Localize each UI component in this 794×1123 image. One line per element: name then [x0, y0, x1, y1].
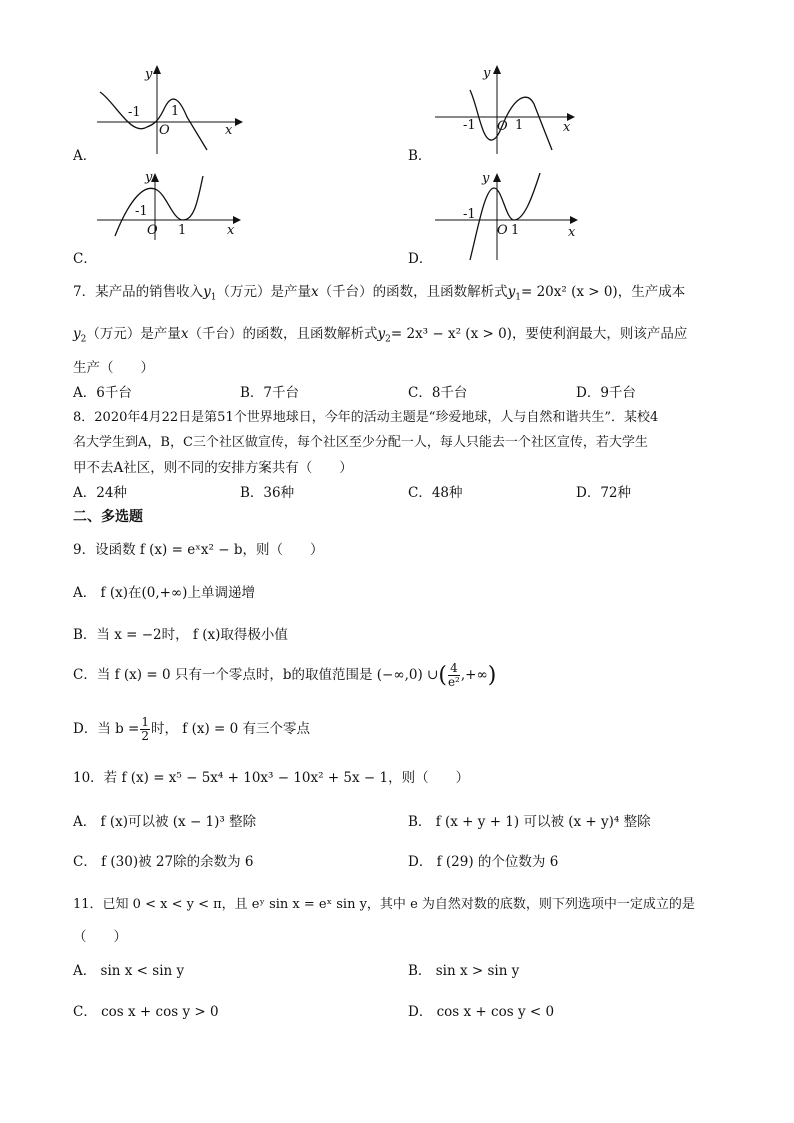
graph-b-origin: O — [497, 119, 508, 134]
q9-option-c: C．当 f (x) = 0 只有一个零点时，b的取值范围是 (−∞,0) ∪( $\frac{4}{\text{e²}}$ ,+∞) — [73, 661, 497, 689]
graph-a — [95, 62, 245, 157]
q10-option-b: B． f (x + y + 1) 可以被 (x + y)⁴ 整除 — [408, 814, 651, 830]
graph-c — [95, 168, 245, 243]
q10-stem: 10．若 f (x) = x⁵ − 5x⁴ + 10x³ − 10x² + 5x − 1，则（ ） — [73, 770, 470, 786]
graph-d-neg-one: -1 — [463, 207, 476, 222]
graph-a-neg-one: -1 — [128, 105, 141, 120]
q9-option-d: D．当 b = $\frac{1}{2}$ 时， f (x) = 0 有三个零点 — [73, 715, 311, 743]
graph-c-neg-one: -1 — [135, 204, 148, 219]
graph-d — [430, 168, 585, 263]
q7-line-1: 7．某产品的销售收入$y_1$（万元）是产量x（千台）的函数，且函数解析式$y_1= 20x^2$ (x > 0)，生产成本 — [73, 284, 686, 303]
q11-stem: 11．已知 0 < x < y < π，且 eʸ sin x = eˣ sin y，其中 e 为自然对数的底数，则下列选项中一定成立的是 — [73, 897, 695, 912]
graph-b — [430, 62, 580, 157]
q7-line-3: 生产（ ） — [73, 360, 154, 376]
graph-b-x-label: x — [563, 120, 571, 135]
q7-option-c: C．8千台 — [408, 385, 468, 401]
section-heading-multi-choice: 二、多选题 — [73, 509, 143, 525]
q10-option-d: D． f (29) 的个位数为 6 — [408, 854, 559, 870]
q7-option-b: B．7千台 — [240, 385, 300, 401]
q8-option-d: D．72种 — [576, 485, 632, 501]
q11-option-d: D． cos x + cos y < 0 — [408, 1004, 555, 1020]
q11-option-c: C． cos x + cos y > 0 — [73, 1004, 219, 1020]
graph-d-y-label: y — [482, 171, 490, 186]
q11-option-a: A． sin x < sin y — [73, 963, 185, 979]
q8-option-b: B．36种 — [240, 485, 295, 501]
graph-c-x-label: x — [227, 223, 235, 238]
q6-option-c: C． — [73, 251, 97, 267]
q6-option-d: D． — [408, 251, 433, 267]
q9-stem: 9．设函数 f (x) = eˣx² − b，则（ ） — [73, 542, 324, 558]
q8-line-1: 8．2020年4月22日是第51个世界地球日，今年的活动主题是“珍爱地球，人与自然和谐共生”．某校4 — [73, 410, 659, 425]
q11-option-b: B． sin x > sin y — [408, 963, 520, 979]
q8-option-c: C．48种 — [408, 485, 463, 501]
graph-a-one: 1 — [171, 104, 180, 119]
graph-b-neg-one: -1 — [463, 118, 476, 133]
q10-option-c: C． f (30)被 27除的余数为 6 — [73, 854, 254, 870]
graph-d-one: 1 — [511, 223, 520, 238]
q7-option-a: A．6千台 — [73, 385, 132, 401]
q7-option-d: D．9千台 — [576, 385, 636, 401]
graph-d-origin: O — [497, 223, 508, 238]
q10-option-a: A． f (x)可以被 (x − 1)³ 整除 — [73, 814, 257, 830]
q8-line-2: 名大学生到A，B，C三个社区做宣传，每个社区至少分配一人，每人只能去一个社区宣传，若大学生 — [73, 435, 648, 450]
q7-line-2: $y_2$（万元）是产量x（千台）的函数，且函数解析式$y_2= 2x^3 - x^2$ (x > 0)，要使利润最大，则该产品应 — [73, 326, 688, 345]
graph-a-y-label: y — [145, 67, 153, 82]
q9-option-a: A． f (x)在(0,+∞)上单调递增 — [73, 585, 255, 601]
graph-c-one: 1 — [178, 223, 187, 238]
graph-c-y-label: y — [145, 170, 153, 185]
q9-option-b: B．当 x = −2时， f (x)取得极小值 — [73, 627, 288, 643]
q8-line-3: 甲不去A社区，则不同的安排方案共有（ ） — [73, 460, 353, 476]
graph-a-origin: O — [159, 123, 170, 138]
q6-option-a: A． — [73, 148, 97, 164]
q11-paren: （ ） — [73, 929, 127, 945]
graph-b-y-label: y — [483, 66, 491, 81]
graph-c-origin: O — [147, 223, 158, 238]
graph-b-one: 1 — [515, 118, 524, 133]
graph-a-x-label: x — [225, 123, 233, 138]
q6-option-b: B． — [408, 148, 432, 164]
graph-d-x-label: x — [568, 225, 576, 240]
q8-option-a: A．24种 — [73, 485, 127, 501]
